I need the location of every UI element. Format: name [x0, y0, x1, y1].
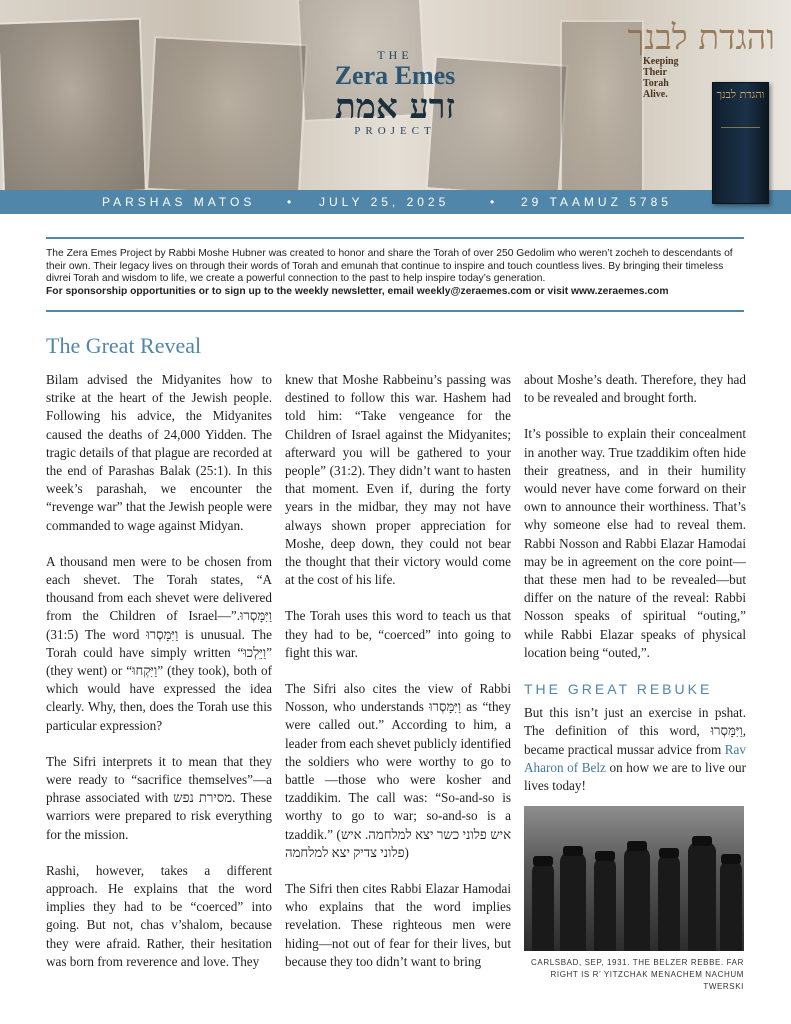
issue-band [0, 190, 791, 214]
background-photo [146, 36, 308, 190]
photo-figure [624, 846, 650, 951]
paragraph: The Sifri interprets it to mean that they were ready to “sacrifice themselves”—a phrase associated with מסירת נפש. These warriors were prepared to risk everything for the mission. [46, 753, 272, 842]
photo-hat [563, 846, 583, 856]
paragraph: Rashi, however, takes a different approach. He explains that the word implies they had to be “coerced” into going. But not, chas v’shalom, because they were afraid. Rather, their hesitation was born from reverence and love. They [46, 862, 272, 969]
intro-top-rule [46, 237, 744, 239]
section-subheading: THE GREAT REBUKE [524, 681, 713, 698]
book-cover-image [712, 82, 769, 204]
article-column-1 [46, 371, 272, 989]
paragraph: A thousand men were to be chosen from each shevet. The Torah states, “A thousand from each shevet were delivered from the Children of Israel—וַיִּמָּסְרוּ.” (31:5) The word וַיִּמָּסְרוּ is unusual. The Torah could have simply written “וַיֵּלְכוּ” (they went) or “וַיִּקְחוּ” (they took), both of which would have expressed the idea clearly. Why, then, does the Torah use this particular expression? [46, 553, 272, 733]
hebrew-date: 29 TAAMUZ 5785 [521, 195, 672, 209]
photo-caption: CARLSBAD, SEP, 1931. THE BELZER REBBE. FAR RIGHT IS R’ YITZCHAK MENACHEM NACHUM TWERSKI [531, 958, 744, 991]
intro-block [46, 248, 746, 298]
brand-hebrew: והגדת לבנך [627, 18, 775, 58]
sponsorship-text: For sponsorship opportunities or to sign up to the weekly newsletter, email weekly@zeraemes.com or visit www.zeraemes.com [46, 285, 669, 297]
paragraph: knew that Moshe Rabbeinu’s passing was destined to follow this war. Hashem had told him: “Take vengeance for the Children of Israel against the Midyanites; afterward you will be gathered to your people” (31:2). They didn’t want to hasten that moment. Even if, during the forty years in the midbar, they may not have always shown proper appreciation for Moshe, deep down, they could not bear the thought that their victory would come at the cost of his life. [285, 372, 511, 588]
photo-figure [720, 859, 742, 951]
book-divider [721, 127, 760, 128]
photo-hat [692, 836, 712, 846]
photo-figure [532, 861, 554, 951]
article-column-2 [285, 371, 511, 989]
photo-figure [594, 856, 616, 951]
logo-hebrew: זרע אמת [335, 87, 455, 127]
photo-hat [659, 848, 679, 858]
zera-emes-logo [295, 48, 495, 137]
band-separator: • [287, 195, 296, 209]
paragraph: The Sifri also cites the view of Rabbi Nosson, who understands וַיִּמָּסְרוּ as “they were called out.” According to him, a leader from each shevet publicly identified the soldiers who were worthy to go to battle —those who were kosher and tzaddikim. The call was: “So-and-so is worthy to go to war; so-and-so is a tzaddik.” (איש פלוני כשר יצא למלחמה. איש פלוני צדיק יצא למלחמה) [285, 681, 511, 860]
paragraph: The Torah uses this word to teach us that they had to be, “coerced” into going to fight this war. [285, 608, 511, 660]
photo-figure [560, 851, 586, 951]
article-title: The Great Reveal [46, 333, 202, 358]
masthead [0, 0, 791, 190]
band-separator: • [490, 195, 499, 209]
photo-figure [688, 841, 716, 951]
paragraph: about Moshe’s death. Therefore, they had to be revealed and brought forth. [524, 372, 746, 406]
book-title: והגדת לבנך [716, 88, 765, 101]
article-column-3 [524, 371, 746, 813]
logo-name: Zera Emes [334, 61, 456, 90]
paragraph: The Sifri then cites Rabbi Elazar Hamodai who explains that the word implies revelation. These righteous men were hiding—not out of fear for their lives, but because they too didn’t want to bring [285, 881, 511, 969]
intro-bottom-rule [46, 310, 744, 312]
paragraph-text: on how we are to live our lives today! [524, 759, 746, 794]
brand-tagline: Keeping Their Torah Alive. [643, 56, 679, 100]
photo-hat [595, 851, 615, 861]
photo-hat [627, 841, 647, 851]
logo-project: PROJECT [354, 125, 436, 137]
historical-photo [524, 806, 744, 951]
paragraph: Bilam advised the Midyanites how to strike at the heart of the Jewish people. Following his advice, the Midyanites caused the deaths of 24,000 Yidden. The tragic details of that plague are recorded at the end of Parashas Balak (25:1). In this week’s parashah, we encounter the “revenge war” that the Jewish people were commanded to wage against Midyan. [46, 372, 272, 533]
intro-text: The Zera Emes Project by Rabbi Moshe Hubner was created to honor and share the Torah of over 250 Gedolim who weren’t zocheh to descendants of their own. Their legacy lives on through their words of Torah and emunah that continue to inspire and touch countless lives. By bringing their timeless divrei Torah and wisdom to life, we create a powerful connection to the past to help inspire today’s generation. [46, 248, 733, 285]
rav-aharon-link[interactable]: Rav Aharon of Belz [524, 741, 746, 775]
paragraph-text: But this isn’t just an exercise in pshat. The definition of this word, וַיִּמָּסְרוּ, became practical mussar advice from [524, 705, 746, 757]
background-photo [0, 18, 147, 190]
paragraph [524, 704, 746, 795]
issue-date: JULY 25, 2025 [319, 195, 450, 209]
paragraph: It’s possible to explain their concealment in another way. True tzaddikim often hide their greatness, and in their humility would never have come forward on their own to announce their worthiness. That’s why someone else had to reveal them. Rabbi Nosson and Rabbi Elazar Hamodai may be in agreement on the core point—that these men had to be revealed—but differ on the nature of the reveal: Rabbi Nosson speaks of spiritual “outing,” while Rabbi Elazar speaks of physical location being “outed,”. [524, 426, 746, 660]
photo-figure [658, 853, 680, 951]
photo-hat [721, 854, 741, 864]
logo-the: THE [377, 48, 413, 62]
parsha-name: PARSHAS MATOS [102, 195, 256, 209]
photo-hat [533, 856, 553, 866]
